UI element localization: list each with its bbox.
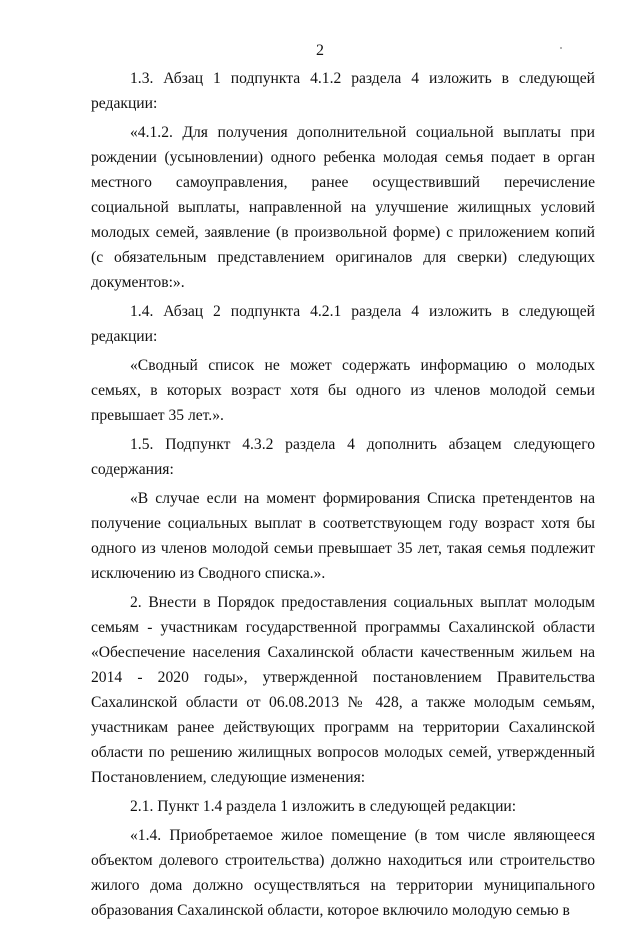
paragraph-1-5: 1.5. Подпункт 4.3.2 раздела 4 дополнить абзацем следующего содержания: <box>91 436 595 478</box>
paragraph-1-3: 1.3. Абзац 1 подпункта 4.1.2 раздела 4 изложить в следующей редакции: <box>91 70 595 112</box>
paragraph-2-1: 2.1. Пункт 1.4 раздела 1 изложить в следующей редакции: <box>130 798 517 815</box>
page-number: 2 <box>316 42 324 59</box>
document-body <box>91 66 595 927</box>
paragraph-applicants-list-quote: «В случае если на момент формирования Списка претендентов на получение социальных выплат в соответствующем году возраст хотя бы одного из членов молодой семьи превышает 35 лет, такая семья подлежит исключению из Сводного списка.». <box>91 490 595 582</box>
paragraph-summary-list-quote: «Сводный список не может содержать информацию о молодых семьях, в которых возраст хотя бы одного из членов молодой семьи превышает 35 лет.». <box>91 357 595 424</box>
paragraph-1-4-quote: «1.4. Приобретаемое жилое помещение (в том числе являющееся объектом долевого строительства) должно находиться или строительство жилого дома должно осуществляться на территории муниципального образования Сахалинской области, которое включило молодую семью в <box>91 827 595 919</box>
paragraph-1-4: 1.4. Абзац 2 подпункта 4.2.1 раздела 4 изложить в следующей редакции: <box>91 303 595 345</box>
paragraph-4-1-2-quote: «4.1.2. Для получения дополнительной социальной выплаты при рождении (усыновлении) одного ребенка молодая семья подает в орган местного самоуправления, ранее осуществивший перечисление социальной выплаты, направленной на улучшение жилищных условий молодых семей, заявление (в произвольной форме) с приложением копий (с обязательным представлением оригиналов для сверки) следующих документов:». <box>91 124 595 291</box>
paragraph-2: 2. Внести в Порядок предоставления социальных выплат молодым семьям - участникам государственной программы Сахалинской области «Обеспечение населения Сахалинской области качественным жильем на 2014 - 2020 годы», утвержденной постановлением Правительства Сахалинской области от 06.08.2013 № 428, а также молодым семьям, участникам ранее действующих программ на территории Сахалинской области по решению жилищных вопросов молодых семей, утвержденный Постановлением, следующие изменения: <box>91 594 595 786</box>
